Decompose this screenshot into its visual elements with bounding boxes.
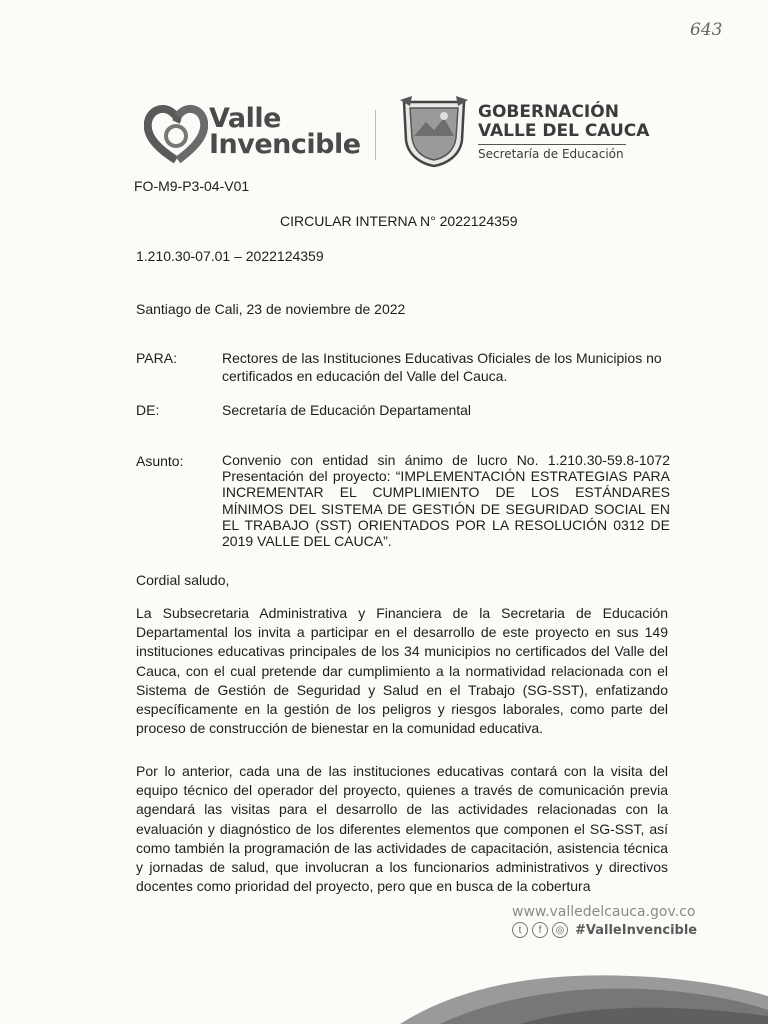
valle-invencible-logo <box>144 102 359 166</box>
footer-hashtag: #ValleInvencible <box>575 922 698 938</box>
document-code: FO-M9-P3-04-V01 <box>134 178 250 194</box>
governorate-line-2: VALLE DEL CAUCA <box>478 121 650 141</box>
footer-url: www.valledelcauca.gov.co <box>512 904 696 920</box>
footer-social <box>512 922 697 938</box>
logo-line-1: Valle <box>209 103 281 134</box>
governorate-line-1: GOBERNACIÓN <box>478 102 619 122</box>
body-paragraph-2: Por lo anterior, cada una de las instituciones educativas contará con la visita del equipo técnico del operador del proyecto, quienes a través de comunicación previa agendará las visitas para el desarrollo de las actividades relacionadas con la evaluación y diagnóstico de los diferentes elementos que componen el SG-SST, así como también la programación de las actividades de capacitación, asistencia técnica y jornadas de salud, que involucran a los funcionarios administrativos y directivos docentes como prioridad del proyecto, pero que en busca de la cobertura <box>136 763 668 895</box>
facebook-icon: f <box>532 922 548 938</box>
para-text: Rectores de las Instituciones Educativas Oficiales de los Municipios no certificados en educación del Valle del Cauca. <box>222 350 662 384</box>
reference-number: 1.210.30-07.01 – 2022124359 <box>136 248 324 264</box>
heart-logo-icon <box>144 102 208 164</box>
logo-line-2: Invencible <box>209 129 361 160</box>
instagram-icon: ◎ <box>552 922 568 938</box>
de-label: DE: <box>136 402 160 418</box>
governorate-header <box>478 103 649 161</box>
asunto-text: Convenio con entidad sin ánimo de lucro No. 1.210.30-59.8-1072 Presentación del proyecto: “IMPLEMENTACIÓN ESTRATEGIAS PARA INCREMENTAR EL CUMPLIMIENTO DE LOS ESTÁNDARES MÍNIMOS DEL SISTEMA DE GESTIÓN DE SEGURIDAD SOCIAL EN EL TRABAJO (SST) ORIENTADOS POR LA RESOLUCIÓN 0312 DE 2019 VALLE DEL CAUCA”. <box>222 452 670 550</box>
handwritten-page-number: 643 <box>690 20 723 40</box>
footer-wave-decoration <box>400 966 768 1024</box>
header-divider <box>375 110 376 160</box>
governorate-line-3: Secretaría de Educación <box>478 144 626 161</box>
para-label: PARA: <box>136 350 177 366</box>
body-paragraph-1: La Subsecretaria Administrativa y Financiera de la Secretaria de Educación Departamental los invita a participar en el desarrollo de este proyecto en sus 149 instituciones educativas principales de los 34 municipios no certificados del Valle del Cauca, con el cual pretende dar cumplimiento a la normatividad relacionada con el Sistema de Gestión de Seguridad y Salud en el Trabajo (SG-SST), enfatizando específicamente en la gestión de los peligros y riesgos laborales, como parte del proceso de construcción de bienestar en la comunidad educativa. <box>136 605 668 737</box>
de-text: Secretaría de Educación Departamental <box>222 402 472 418</box>
circular-title: CIRCULAR INTERNA N° 2022124359 <box>280 213 518 229</box>
asunto-label: Asunto: <box>136 453 184 469</box>
twitter-icon: t <box>512 922 528 938</box>
place-date: Santiago de Cali, 23 de noviembre de 2022 <box>136 301 406 317</box>
greeting: Cordial saludo, <box>136 572 230 588</box>
coat-of-arms-icon <box>400 96 468 168</box>
